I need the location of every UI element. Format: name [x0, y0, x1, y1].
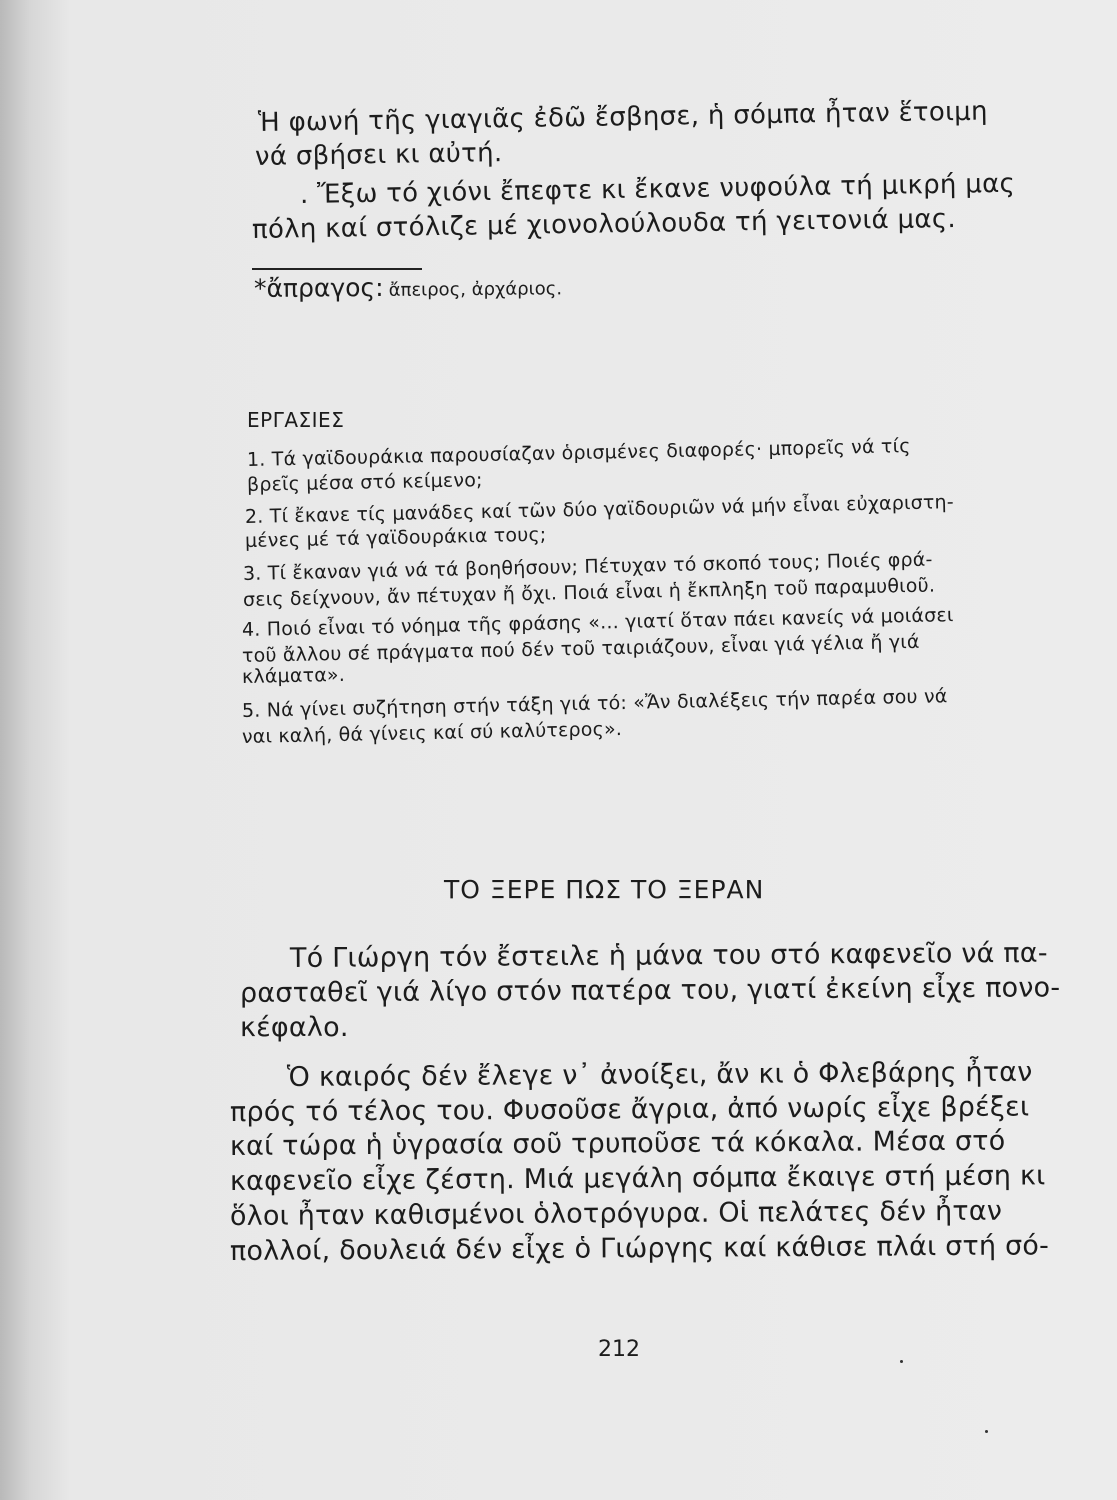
- exercise-line: ναι καλή, θά γίνεις καί σύ καλύτερος».: [241, 718, 623, 748]
- footnote-divider: [252, 268, 422, 270]
- footnote-definition: ἄπειρος, ἀρχάριος.: [388, 278, 563, 301]
- story-line: πρός τό τέλος του. Φυσοῦσε ἄγρια, ἀπό νωρίς εἶχε βρέξει: [229, 1091, 1030, 1128]
- intro-line: Ἡ φωνή τῆς γιαγιᾶς ἐδῶ ἔσβησε, ἡ σόμπα ἦταν ἕτοιμη: [257, 96, 989, 138]
- exercises-heading: ΕΡΓΑΣΙΕΣ: [247, 408, 345, 432]
- story-line: ὅλοι ἦταν καθισμένοι ὁλοτρόγυρα. Οἱ πελάτες δέν ἦταν: [229, 1195, 1003, 1232]
- story-line: Τό Γιώργη τόν ἔστειλε ἡ μάνα του στό καφενεῖο νά πα-: [289, 937, 1048, 974]
- story-line: πολλοί, δουλειά δέν εἶχε ὁ Γιώργης καί κάθισε πλάι στή σό-: [229, 1230, 1050, 1267]
- story-line: Ὁ καιρός δέν ἔλεγε ν᾽ ἀνοίξει, ἄν κι ὁ Φλεβάρης ἦταν: [286, 1056, 1033, 1093]
- intro-line: πόλη καί στόλιζε μέ χιονολούλουδα τή γειτονιά μας.: [251, 203, 957, 245]
- exercise-line: τοῦ ἄλλου σέ πράγματα πού δέν τοῦ ταιριάζουν, εἶναι γιά γέλια ἤ γιά: [241, 630, 920, 667]
- scan-speck: [985, 1430, 988, 1433]
- exercise-line: 2. Τί ἔκανε τίς μανάδες καί τῶν δύο γαϊδουριῶν νά μήν εἶναι εὐχαριστη-: [244, 491, 954, 528]
- story-line: ρασταθεῖ γιά λίγο στόν πατέρα του, γιατί ἐκείνη εἶχε πονο-: [239, 972, 1061, 1009]
- exercise-line: 1. Τά γαϊδουράκια παρουσίαζαν ὁρισμένες διαφορές· μπορεῖς νά τίς: [246, 435, 911, 471]
- story-line: καί τώρα ἡ ὑγρασία σοῦ τρυποῦσε τά κόκαλα. Μέσα στό: [229, 1125, 1006, 1162]
- exercise-line: 5. Νά γίνει συζήτηση στήν τάξη γιά τό: «Ἄν διαλέξεις τήν παρέα σου νά: [241, 685, 948, 722]
- story-line: καφενεῖο εἶχε ζέστη. Μιά μεγάλη σόμπα ἔκαιγε στή μέση κι: [229, 1160, 1046, 1197]
- exercise-line: σεις δείχνουν, ἄν πέτυχαν ἤ ὄχι. Ποιά εἶναι ἡ ἔκπληξη τοῦ παραμυθιοῦ.: [242, 574, 936, 611]
- exercise-line: 3. Τί ἔκαναν γιά νά τά βοηθήσουν; Πέτυχαν τό σκοπό τους; Ποιές φρά-: [242, 548, 933, 585]
- footnote: [254, 271, 562, 303]
- footnote-term: *ἄπραγος:: [253, 272, 384, 303]
- exercise-line: κλάματα».: [241, 663, 346, 688]
- page-number: 212: [598, 1337, 640, 1362]
- intro-line: νά σβήσει κι αὐτή.: [254, 138, 503, 172]
- exercise-line: μένες μέ τά γαϊδουράκια τους;: [244, 523, 547, 552]
- exercise-line: 4. Ποιό εἶναι τό νόημα τῆς φράσης «... γιατί ὅταν πάει κανείς νά μοιάσει: [241, 604, 954, 641]
- intro-line: . Ἔξω τό χιόνι ἔπεφτε κι ἔκανε νυφούλα τή μικρή μας: [299, 168, 1016, 210]
- scan-speck: [900, 1360, 903, 1363]
- story-title: ΤΟ ΞΕΡΕ ΠΩΣ ΤΟ ΞΕΡΑΝ: [444, 875, 765, 904]
- story-line: κέφαλο.: [240, 1012, 349, 1043]
- exercise-line: βρεῖς μέσα στό κείμενο;: [246, 469, 483, 496]
